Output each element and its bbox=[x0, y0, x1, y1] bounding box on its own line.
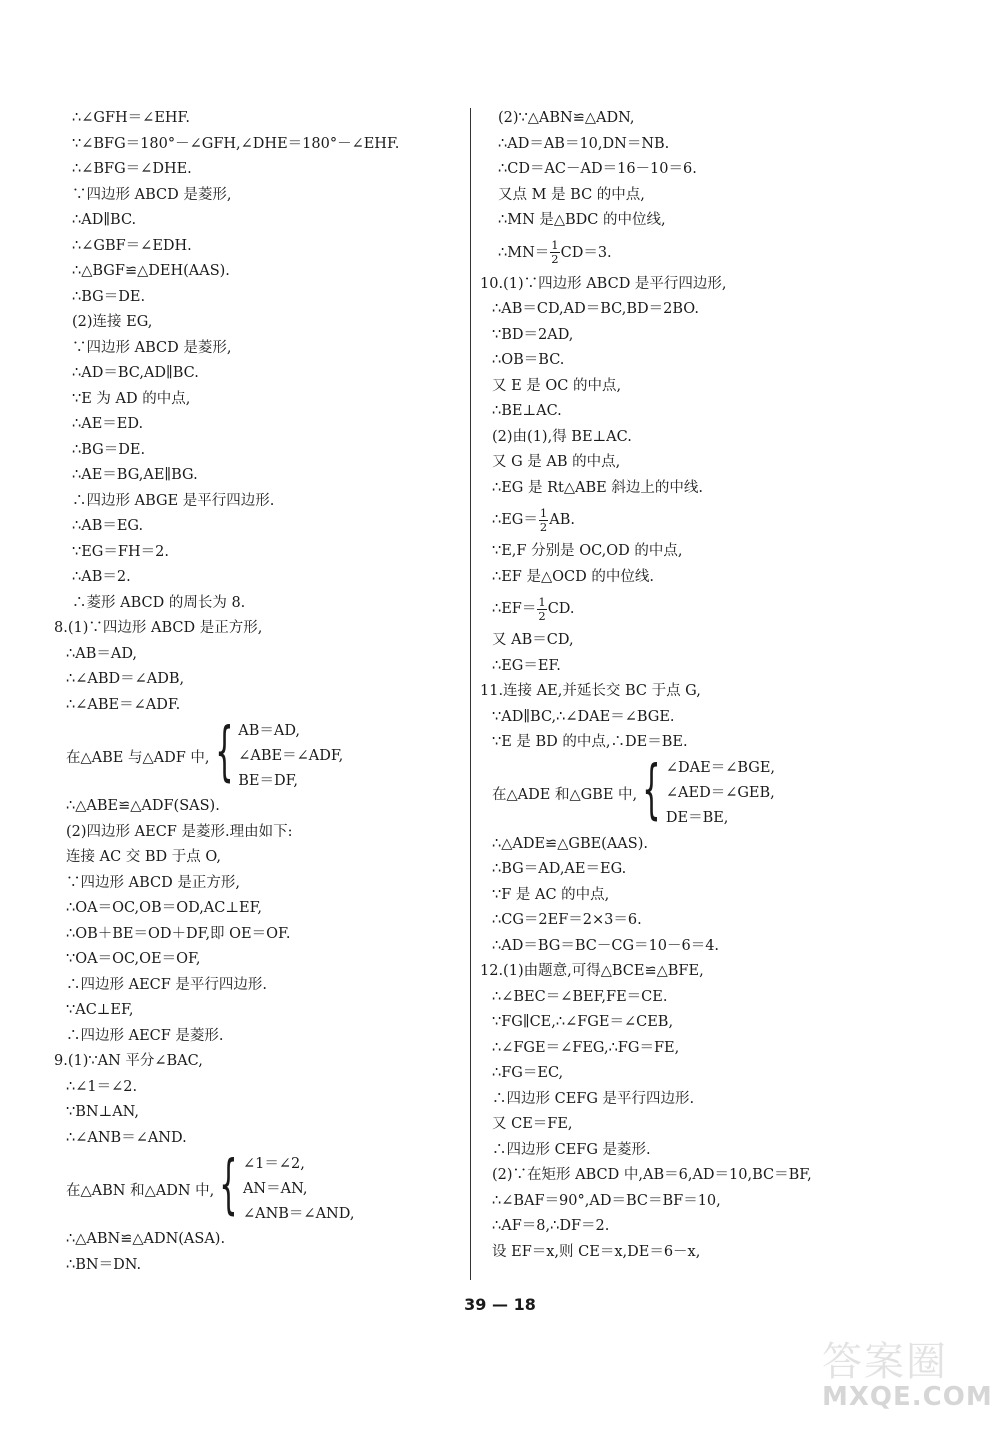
system-line: ∠1＝∠2, bbox=[242, 1155, 305, 1172]
formula-suffix: CD. bbox=[547, 601, 575, 617]
text-line: ∴AD＝AB＝10,DN＝NB. bbox=[498, 135, 670, 152]
problem-10 bbox=[480, 272, 938, 680]
text-line: ∴AB＝2. bbox=[72, 569, 131, 585]
text-line: ∴OB＋BE＝OD＋DF,即 OE＝OF. bbox=[66, 925, 291, 942]
text-line: ∴CD＝AC－AD＝16－10＝6. bbox=[498, 161, 697, 177]
text-line: ∴AD∥BC. bbox=[72, 212, 137, 228]
brace-icon: { bbox=[214, 715, 234, 789]
system-line: BE＝DF, bbox=[238, 772, 298, 789]
text-line: ∴∠BFG＝∠DHE. bbox=[72, 161, 192, 177]
text-line: ∵四边形 ABCD 是菱形, bbox=[72, 339, 232, 356]
watermark-url: MXQE.COM bbox=[822, 1382, 993, 1412]
left-column bbox=[54, 106, 452, 1278]
text-line: ∴AD＝BC,AD∥BC. bbox=[72, 365, 199, 381]
system-line: ∠AED＝∠GEB, bbox=[665, 785, 775, 801]
text-line: ∴四边形 AECF 是菱形. bbox=[66, 1027, 224, 1044]
text-line: ∴菱形 ABCD 的周长为 8. bbox=[72, 594, 246, 611]
fraction-numerator: 1 bbox=[551, 238, 559, 252]
text-line: ∴BG＝DE. bbox=[72, 441, 146, 458]
system-line: AB＝AD, bbox=[238, 722, 301, 739]
text-line: 又 E 是 OC 的中点, bbox=[492, 377, 622, 394]
text-line: ∴BG＝AD,AE＝EG. bbox=[492, 861, 627, 877]
system-lead: 在△ADE 和△GBE 中, bbox=[492, 787, 638, 803]
formula-prefix: ∴MN＝ bbox=[498, 244, 550, 261]
text-line: 又 G 是 AB 的中点, bbox=[492, 454, 621, 470]
text-line: ∴BG＝DE. bbox=[72, 288, 146, 305]
text-line: 设 EF＝x,则 CE＝x,DE＝6－x, bbox=[492, 1243, 701, 1260]
text-line: ∴AF＝8,∴DF＝2. bbox=[492, 1218, 610, 1234]
problem-11 bbox=[480, 679, 938, 959]
watermark-logo bbox=[822, 1330, 992, 1420]
problem-11-heading: 11.连接 AE,并延长交 BC 于点 G, bbox=[480, 683, 701, 699]
text-line: ∴EG 是 Rt△ABE 斜边上的中线. bbox=[492, 479, 703, 496]
text-line: ∴∠BAF＝90°,AD＝BC＝BF＝10, bbox=[492, 1192, 721, 1209]
text-line: ∴EG＝EF. bbox=[492, 657, 561, 674]
problem-8 bbox=[54, 616, 452, 1049]
system-line: ∠ANB＝∠AND, bbox=[242, 1205, 355, 1222]
fraction-line bbox=[498, 234, 938, 272]
text-line: ∵OA＝OC,OE＝OF, bbox=[66, 951, 201, 967]
text-line: ∵AC⊥EF, bbox=[66, 1002, 134, 1018]
fraction bbox=[537, 596, 546, 623]
problem-9 bbox=[54, 1049, 452, 1278]
text-line: ∵BN⊥AN, bbox=[66, 1104, 140, 1120]
system-lead: 在△ABN 和△ADN 中, bbox=[66, 1182, 215, 1199]
equation-system bbox=[492, 752, 938, 832]
text-line: ∴BE⊥AC. bbox=[492, 403, 562, 419]
text-line: ∴FG＝EC, bbox=[492, 1065, 564, 1081]
fraction-denominator: 2 bbox=[551, 252, 559, 266]
text-line: ∴AB＝CD,AD＝BC,BD＝2BO. bbox=[492, 301, 699, 317]
text-line: ∵四边形 ABCD 是正方形, bbox=[66, 874, 240, 891]
fraction bbox=[539, 507, 548, 534]
problem-8-heading: 8.(1)∵四边形 ABCD 是正方形, bbox=[54, 620, 263, 636]
text-line: ∴∠GFH＝∠EHF. bbox=[72, 110, 190, 126]
system-line: DE＝BE, bbox=[665, 810, 729, 826]
problem-9-heading: 9.(1)∵AN 平分∠BAC, bbox=[54, 1053, 203, 1069]
text-line: ∴OA＝OC,OB＝OD,AC⊥EF, bbox=[66, 900, 263, 916]
text-line: ∵E 是 BD 的中点,∴DE＝BE. bbox=[492, 734, 688, 750]
text-line: 又 AB＝CD, bbox=[492, 632, 574, 648]
text-line: ∴CG＝2EF＝2×3＝6. bbox=[492, 912, 642, 928]
text-line: ∵AD∥BC,∴∠DAE＝∠BGE. bbox=[492, 708, 675, 725]
system-lead: 在△ABE 与△ADF 中, bbox=[66, 749, 210, 766]
text-line: 又 CE＝FE, bbox=[492, 1116, 573, 1132]
fraction-numerator: 1 bbox=[539, 505, 548, 520]
equation-system bbox=[66, 1148, 452, 1227]
problem-12-heading: 12.(1)由题意,可得△BCE≌△BFE, bbox=[480, 963, 704, 979]
text-line: ∴AE＝ED. bbox=[72, 416, 144, 432]
text-line: ∴四边形 ABGE 是平行四边形. bbox=[72, 492, 275, 509]
text-line: ∵BD＝2AD, bbox=[492, 326, 574, 343]
text-line: ∴BN＝DN. bbox=[66, 1256, 142, 1273]
problem-12 bbox=[480, 959, 938, 1265]
watermark-text: 答案圈 bbox=[822, 1339, 948, 1385]
text-line: ∴△BGF≌△DEH(AAS). bbox=[72, 263, 230, 279]
text-line: ∴∠GBF＝∠EDH. bbox=[72, 237, 192, 254]
text-line: ∵E 为 AD 的中点, bbox=[72, 390, 191, 407]
text-line: ∴四边形 AECF 是平行四边形. bbox=[66, 976, 268, 993]
text-line: ∵∠BFG＝180°－∠GFH,∠DHE＝180°－∠EHF. bbox=[72, 135, 400, 152]
right-column bbox=[480, 106, 938, 1265]
text-line: ∴∠1＝∠2. bbox=[66, 1078, 138, 1095]
text-line: ∴AD＝BG＝BC－CG＝10－6＝4. bbox=[492, 937, 720, 954]
text-line: ∵F 是 AC 的中点, bbox=[492, 886, 610, 903]
text-line: ∵EG＝FH＝2. bbox=[72, 543, 169, 560]
text-line: ∴EF 是△OCD 的中位线. bbox=[492, 568, 654, 585]
brace-icon: { bbox=[642, 752, 661, 827]
text-line: (2)∵在矩形 ABCD 中,AB＝6,AD＝10,BC＝BF, bbox=[492, 1167, 812, 1183]
formula-suffix: AB. bbox=[549, 512, 575, 528]
text-line: ∵四边形 ABCD 是菱形, bbox=[72, 186, 232, 203]
fraction-denominator: 2 bbox=[538, 608, 546, 623]
brace-icon: { bbox=[219, 1148, 238, 1222]
text-line: ∴△ADE≌△GBE(AAS). bbox=[492, 835, 648, 852]
formula-suffix: CD＝3. bbox=[560, 244, 612, 261]
text-line: ∴∠FGE＝∠FEG,∴FG＝FE, bbox=[492, 1039, 680, 1056]
text-line: ∴△ABN≌△ADN(ASA). bbox=[66, 1231, 226, 1247]
formula-prefix: ∴EG＝ bbox=[492, 512, 538, 528]
text-line: 连接 AC 交 BD 于点 O, bbox=[66, 849, 222, 865]
text-line: ∴MN 是△BDC 的中位线, bbox=[498, 212, 666, 228]
column-divider bbox=[470, 108, 471, 1280]
text-line: ∴AB＝AD, bbox=[66, 645, 138, 662]
text-line: ∵FG∥CE,∴∠FGE＝∠CEB, bbox=[492, 1014, 674, 1030]
system-line: AN＝AN, bbox=[242, 1180, 308, 1197]
text-line: ∴AE＝BG,AE∥BG. bbox=[72, 467, 198, 483]
text-line: ∴△ABE≌△ADF(SAS). bbox=[66, 798, 220, 814]
fraction-denominator: 2 bbox=[539, 519, 548, 534]
text-line: ∴∠ANB＝∠AND. bbox=[66, 1129, 187, 1146]
text-line: ∴四边形 CEFG 是菱形. bbox=[492, 1141, 651, 1158]
text-line: ∴AB＝EG. bbox=[72, 518, 144, 534]
problem-10-heading: 10.(1)∵四边形 ABCD 是平行四边形, bbox=[480, 275, 727, 292]
text-line: ∴OB＝BC. bbox=[492, 352, 565, 368]
fraction-numerator: 1 bbox=[538, 594, 546, 609]
text-line: ∴四边形 CEFG 是平行四边形. bbox=[492, 1090, 695, 1107]
fraction-line bbox=[492, 501, 938, 539]
text-line: ∵E,F 分别是 OC,OD 的中点, bbox=[492, 543, 683, 559]
formula-prefix: ∴EF＝ bbox=[492, 601, 537, 617]
page-number: 39 — 18 bbox=[464, 1295, 536, 1314]
text-line: ∴∠ABD＝∠ADB, bbox=[66, 671, 185, 687]
text-line: ∴∠ABE＝∠ADF. bbox=[66, 696, 181, 713]
text-line: (2)四边形 AECF 是菱形.理由如下: bbox=[66, 823, 293, 840]
text-line: (2)连接 EG, bbox=[72, 314, 153, 330]
text-line: (2)由(1),得 BE⊥AC. bbox=[492, 428, 632, 445]
fraction bbox=[550, 239, 559, 266]
system-line: ∠DAE＝∠BGE, bbox=[665, 760, 776, 776]
text-line: 又点 M 是 BC 的中点, bbox=[498, 186, 645, 203]
text-line: ∴∠BEC＝∠BEF,FE＝CE. bbox=[492, 988, 668, 1005]
system-line: ∠ABE＝∠ADF, bbox=[238, 747, 344, 764]
text-line: (2)∵△ABN≌△ADN, bbox=[498, 110, 635, 126]
fraction-line bbox=[492, 590, 938, 628]
equation-system bbox=[66, 715, 452, 794]
